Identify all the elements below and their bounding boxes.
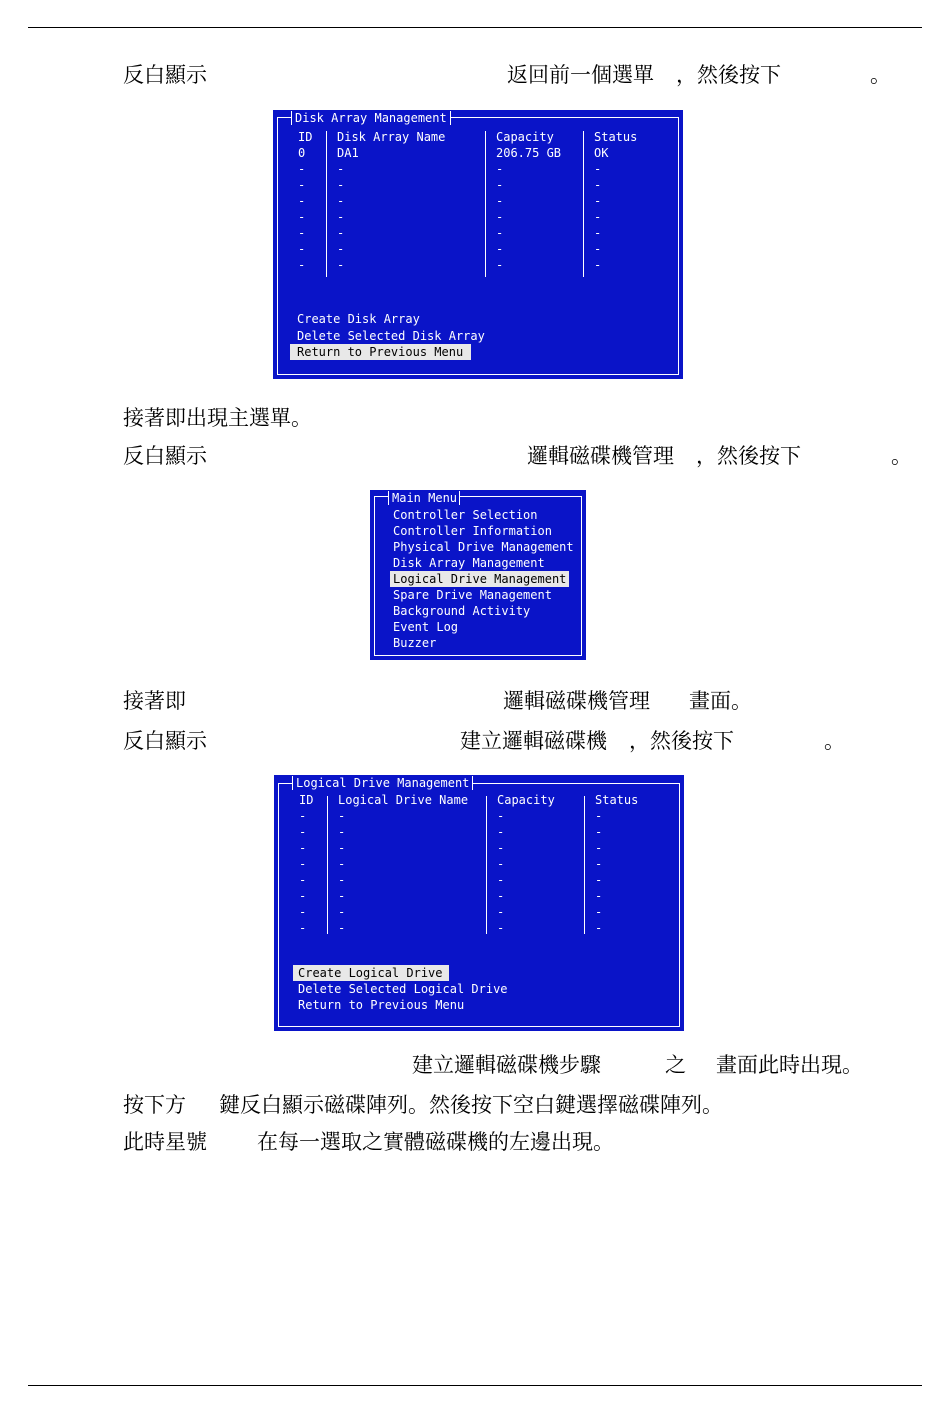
- row-capacity: -: [496, 210, 504, 224]
- column-divider: [326, 131, 327, 277]
- row-id: -: [299, 841, 307, 855]
- return-previous-menu-option[interactable]: Return to Previous Menu: [290, 344, 471, 360]
- row-capacity: 206.75 GB: [496, 146, 562, 160]
- row-capacity: -: [497, 905, 505, 919]
- row-status: -: [594, 258, 602, 272]
- p3-right: ，然後按下: [696, 444, 801, 468]
- row-capacity: -: [496, 194, 504, 208]
- header-status: Status: [594, 130, 638, 144]
- row-capacity: -: [497, 921, 505, 935]
- row-status: -: [595, 921, 603, 935]
- row-name: -: [338, 921, 346, 935]
- row-capacity: -: [497, 889, 505, 903]
- row-name: -: [337, 162, 345, 176]
- top-rule: [28, 27, 922, 28]
- delete-disk-array-option[interactable]: Delete Selected Disk Array: [297, 329, 485, 343]
- row-id: -: [298, 178, 306, 192]
- p7-a: 按下方: [123, 1093, 186, 1117]
- row-id: -: [299, 889, 307, 903]
- row-id: -: [298, 258, 306, 272]
- p4-right: 畫面。: [689, 689, 752, 713]
- p2: 接著即出現主選單。: [123, 406, 312, 430]
- row-name: -: [337, 242, 345, 256]
- menu-item-buzzer[interactable]: Buzzer: [393, 636, 437, 650]
- menu-item-background-activity[interactable]: Background Activity: [393, 604, 531, 618]
- row-name: -: [338, 889, 346, 903]
- disk-array-screen: [273, 110, 683, 379]
- row-id: -: [299, 905, 307, 919]
- row-name: -: [337, 210, 345, 224]
- row-capacity: -: [496, 242, 504, 256]
- p5-mid: 建立邏輯磁碟機: [460, 729, 607, 753]
- row-status: -: [595, 889, 603, 903]
- row-capacity: -: [497, 873, 505, 887]
- menu-item-event-log[interactable]: Event Log: [393, 620, 459, 634]
- row-status: -: [595, 841, 603, 855]
- header-id: ID: [299, 793, 314, 807]
- row-status: -: [594, 162, 602, 176]
- header-status: Status: [595, 793, 639, 807]
- header-capacity: Capacity: [497, 793, 555, 807]
- row-id: -: [298, 226, 306, 240]
- p7-b: 鍵反白顯示磁碟陣列。然後按下空白鍵選擇磁碟陣列。: [219, 1093, 723, 1117]
- p4-mid: 邏輯磁碟機管理: [503, 689, 650, 713]
- row-id: -: [298, 194, 306, 208]
- row-name: DA1: [337, 146, 359, 160]
- header-name: Disk Array Name: [337, 130, 446, 144]
- p5-right: ，然後按下: [629, 729, 734, 753]
- p1-left: 反白顯示: [123, 63, 207, 87]
- row-name: -: [338, 873, 346, 887]
- p1-right: ，然後按下: [676, 63, 781, 87]
- row-status: -: [595, 825, 603, 839]
- p4-left: 接著即: [123, 689, 186, 713]
- header-id: ID: [298, 130, 313, 144]
- row-id: -: [299, 921, 307, 935]
- row-id: -: [299, 825, 307, 839]
- p5-left: 反白顯示: [123, 729, 207, 753]
- p8-b: 在每一選取之實體磁碟機的左邊出現。: [257, 1130, 614, 1154]
- p8-a: 此時星號: [123, 1130, 207, 1154]
- p5-end: 。: [824, 729, 845, 753]
- header-capacity: Capacity: [496, 130, 554, 144]
- row-name: -: [337, 226, 345, 240]
- row-id: -: [299, 873, 307, 887]
- row-capacity: -: [497, 841, 505, 855]
- create-logical-drive-option[interactable]: Create Logical Drive: [293, 965, 449, 981]
- row-name: -: [338, 857, 346, 871]
- return-previous-menu-option[interactable]: Return to Previous Menu: [298, 998, 465, 1012]
- row-name: -: [338, 905, 346, 919]
- row-status: -: [595, 809, 603, 823]
- delete-logical-drive-option[interactable]: Delete Selected Logical Drive: [298, 982, 508, 996]
- create-disk-array-option[interactable]: Create Disk Array: [297, 312, 420, 326]
- menu-item-logical-drive-management[interactable]: Logical Drive Management: [390, 571, 569, 587]
- p6-b: 之: [665, 1053, 686, 1077]
- row-name: -: [337, 194, 345, 208]
- column-divider: [327, 796, 328, 934]
- row-id: -: [298, 210, 306, 224]
- column-divider: [486, 796, 487, 934]
- menu-item-controller-selection[interactable]: Controller Selection: [393, 508, 538, 522]
- menu-item-controller-information[interactable]: Controller Information: [393, 524, 552, 538]
- row-id: -: [299, 857, 307, 871]
- row-status: -: [595, 873, 603, 887]
- row-status: -: [594, 194, 602, 208]
- p1-end: 。: [870, 63, 891, 87]
- logical-drive-screen: [274, 775, 684, 1031]
- row-name: -: [338, 841, 346, 855]
- header-name: Logical Drive Name: [338, 793, 469, 807]
- row-capacity: -: [496, 258, 504, 272]
- main-menu-screen: [370, 490, 586, 660]
- row-status: OK: [594, 146, 609, 160]
- row-status: -: [595, 857, 603, 871]
- p1-mid: 返回前一個選單: [507, 63, 654, 87]
- row-capacity: -: [497, 857, 505, 871]
- row-capacity: -: [496, 162, 504, 176]
- row-id: 0: [298, 146, 306, 160]
- p6-c: 畫面此時出現。: [716, 1053, 863, 1077]
- p3-end: 。: [891, 444, 912, 468]
- row-name: -: [337, 258, 345, 272]
- logical-drive-title: Logical Drive Management: [292, 776, 473, 790]
- row-name: -: [338, 809, 346, 823]
- row-capacity: -: [497, 809, 505, 823]
- row-status: -: [595, 905, 603, 919]
- row-capacity: -: [496, 226, 504, 240]
- row-id: -: [298, 162, 306, 176]
- p3-left: 反白顯示: [123, 444, 207, 468]
- column-divider: [485, 131, 486, 277]
- menu-item-physical-drive-management[interactable]: Physical Drive Management: [393, 540, 574, 554]
- p3-mid: 邏輯磁碟機管理: [527, 444, 674, 468]
- menu-item-spare-drive-management[interactable]: Spare Drive Management: [393, 588, 552, 602]
- column-divider: [583, 131, 584, 277]
- row-name: -: [337, 178, 345, 192]
- row-status: -: [594, 178, 602, 192]
- row-status: -: [594, 210, 602, 224]
- row-capacity: -: [496, 178, 504, 192]
- bottom-rule: [28, 1385, 922, 1386]
- p6-a: 建立邏輯磁碟機步驟: [412, 1053, 601, 1077]
- menu-item-disk-array-management[interactable]: Disk Array Management: [393, 556, 545, 570]
- column-divider: [584, 796, 585, 934]
- disk-array-title: Disk Array Management: [291, 111, 451, 125]
- row-capacity: -: [497, 825, 505, 839]
- row-status: -: [594, 226, 602, 240]
- row-status: -: [594, 242, 602, 256]
- row-id: -: [298, 242, 306, 256]
- main-menu-title: Main Menu: [388, 491, 460, 505]
- row-name: -: [338, 825, 346, 839]
- row-id: -: [299, 809, 307, 823]
